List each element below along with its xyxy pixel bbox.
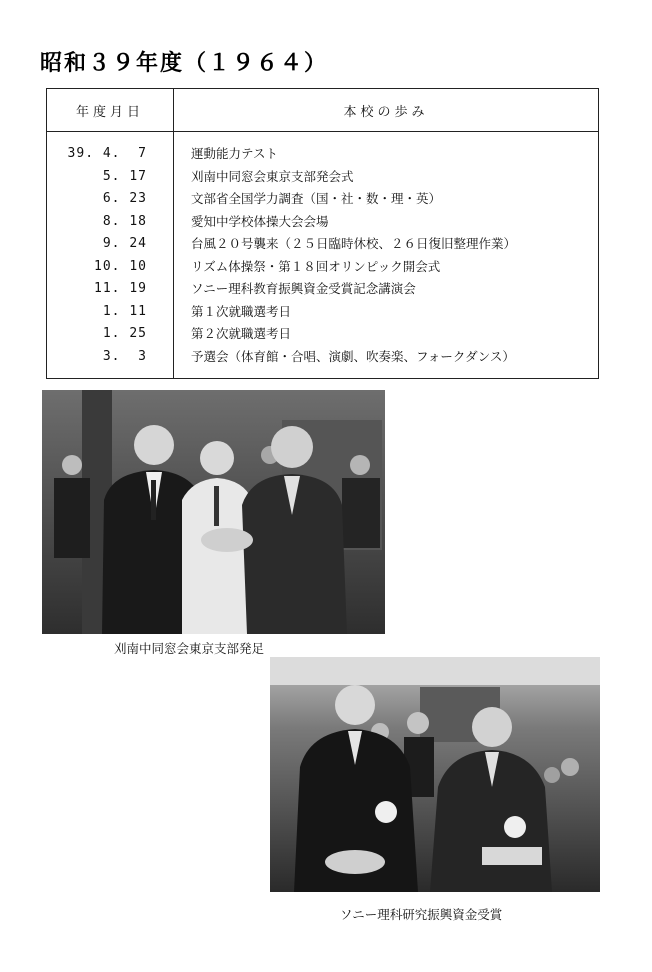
table-row: [47, 346, 598, 369]
table-row: [47, 323, 598, 346]
header-date: 年度月日: [75, 105, 144, 120]
row-date: 1. 25: [102, 326, 147, 341]
table-row: [47, 188, 598, 211]
row-event: ソニー理科教育振興資金受賞記念講演会: [191, 281, 416, 296]
row-event: リズム体操祭・第１８回オリンピック開会式: [191, 258, 441, 274]
table-row: [47, 166, 598, 189]
photo2-caption: ソニー理科研究振興資金受賞: [340, 907, 503, 922]
row-date: 8. 18: [102, 213, 147, 229]
row-date: 5. 17: [102, 168, 147, 184]
table-row: [47, 211, 598, 234]
table-row: [47, 143, 598, 166]
row-event: 刈南中同窓会東京支部発会式: [191, 168, 354, 184]
photo-sony-award: [270, 657, 600, 892]
page-title: 昭和３９年度（１９６４）: [40, 50, 329, 76]
row-event: 愛知中学校体操大会会場: [191, 213, 329, 229]
photo1-caption: 刈南中同窓会東京支部発足: [114, 641, 265, 656]
table-row: [47, 233, 598, 256]
row-event: 予選会（体育館・合唱、演劇、吹奏楽、フォークダンス）: [191, 348, 515, 364]
row-date: 11. 19: [94, 281, 147, 296]
row-event: 第１次就職選考日: [191, 303, 292, 319]
row-event: 運動能力テスト: [191, 146, 279, 161]
history-table: [46, 88, 599, 379]
photo-alumni-tokyo-branch: [42, 390, 385, 634]
table-row: [47, 278, 598, 301]
row-event: 台風２０号襲来（２５日臨時休校、２６日復旧整理作業）: [191, 236, 517, 251]
row-date: 1. 11: [102, 303, 147, 319]
table-header: [47, 89, 598, 132]
row-date: 9. 24: [102, 236, 147, 251]
table-row: [47, 301, 598, 324]
photo-award-image: [270, 657, 600, 892]
row-event: 第２次就職選考日: [191, 326, 292, 341]
row-date: 10. 10: [94, 258, 147, 274]
table-row: [47, 256, 598, 279]
row-event: 文部省全国学力調査（国・社・数・理・英）: [191, 191, 442, 206]
row-date: 6. 23: [102, 191, 147, 206]
photo-alumni-image: [42, 390, 385, 634]
table-rows: [47, 143, 598, 368]
row-date: 39. 4. 7: [67, 146, 147, 161]
header-event: 本校の歩み: [343, 105, 429, 120]
row-date: 3. 3: [102, 348, 147, 364]
